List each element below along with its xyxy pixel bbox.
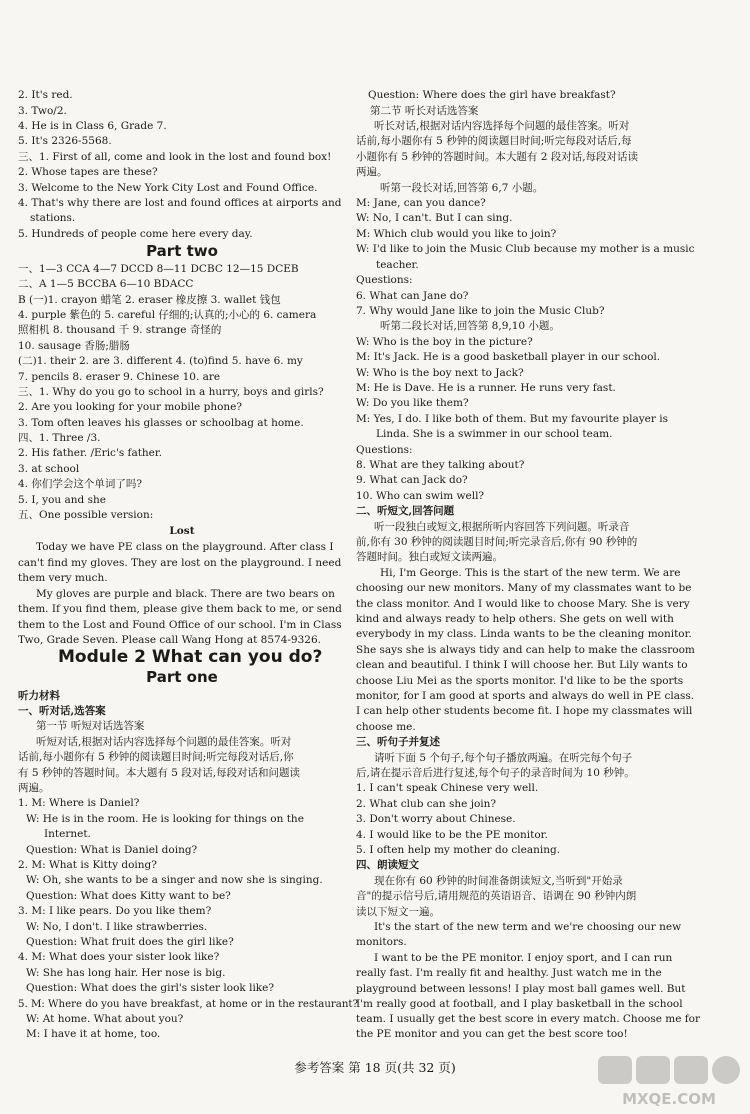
text-line: 听第二段长对话,回答第 8,9,10 小题。 (380, 320, 560, 332)
text-line: I'm really good at football, and I play basketball in the school (356, 998, 683, 1010)
text-line: the PE monitor and you can get the best score too! (356, 1028, 628, 1040)
instruction-line: 话前,每小题你有 5 秒钟的阅读题目时间;听完每段对话后,你 (18, 751, 294, 763)
text-line: W: Do you like them? (356, 397, 469, 409)
dialogue-line: Question: What does Kitty want to be? (26, 890, 231, 902)
dialogue-line: W: Oh, she wants to be a singer and now she is singing. (26, 874, 323, 886)
answer-line: 照相机 8. thousand 千 9. strange 奇怪的 (18, 324, 222, 336)
text-line: W: No, I can't. But I can sing. (356, 212, 513, 224)
section-label: 听力材料 (18, 690, 60, 702)
text-line: choose me. (356, 721, 416, 733)
text-line: M: Jane, can you dance? (356, 197, 486, 209)
answer-line: (二)1. their 2. are 3. different 4. (to)find 5. have 6. my (18, 355, 303, 367)
text-line: Questions: (356, 274, 413, 286)
answer-line: 三、1. First of all, come and look in the lost and found box! (18, 151, 332, 163)
text-line: M: He is Dave. He is a runner. He runs very fast. (356, 382, 616, 394)
section-heading: 四、朗读短文 (356, 859, 419, 871)
dialogue-line: Internet. (44, 828, 91, 840)
text-line: Question: Where does the girl have breakfast? (368, 89, 616, 101)
text-line: 音"的提示信号后,请用规范的英语语音、语调在 90 秒钟内朗 (356, 890, 637, 902)
text-line: teacher. (376, 259, 419, 271)
text-line: 听一段独白或短文,根据所听内容回答下列问题。听录音 (374, 521, 630, 533)
essay-line: them. If you find them, please give them back to me, or send (18, 603, 342, 615)
text-line: M: Yes, I do. I like both of them. But my favourite player is (356, 413, 668, 425)
text-line: 现在你有 60 秒钟的时间准备朗读短文,当听到"开始录 (374, 875, 623, 887)
answer-line: 3. at school (18, 463, 80, 475)
essay-title: Lost (169, 525, 195, 537)
page-footer: 参考答案 第 18 页(共 32 页) (294, 1060, 456, 1075)
dialogue-line: 5. M: Where do you have breakfast, at home or in the restaurant? (18, 999, 358, 1010)
text-line: Questions: (356, 444, 413, 456)
text-line: really fast. I'm really fit and healthy. Just watch me in the (356, 967, 662, 979)
dialogue-line: 1. M: Where is Daniel? (18, 797, 140, 809)
instruction-line: 两遍。 (18, 782, 50, 794)
answer-line: 二、A 1—5 BCCBA 6—10 BDACC (18, 278, 194, 290)
text-line: monitors. (356, 936, 407, 948)
section-subheading: 第一节 听短对话选答案 (36, 720, 145, 732)
answer-line: 5. It's 2326-5568. (18, 135, 112, 147)
answer-line: 3. Welcome to the New York City Lost and Found Office. (18, 182, 318, 194)
essay-line: them very much. (18, 572, 108, 584)
text-line: W: I'd like to join the Music Club because my mother is a music (356, 243, 695, 255)
answer-line: 2. Are you looking for your mobile phone? (18, 401, 243, 413)
dialogue-line: W: At home. What about you? (26, 1013, 184, 1025)
text-line: 话前,每小题你有 5 秒钟的阅读题目时间;听完每段对话后,每 (356, 135, 632, 147)
answer-line: 三、1. Why do you go to school in a hurry, boys and girls? (18, 386, 324, 398)
essay-line: My gloves are purple and black. There are two bears on (36, 588, 335, 600)
answer-line: 2. Whose tapes are these? (18, 166, 158, 178)
text-line: 前,你有 30 秒钟的阅读题目时间;听完录音后,你有 90 秒钟的 (356, 536, 638, 548)
text-line: 4. I would like to be the PE monitor. (356, 829, 548, 841)
text-line: 答题时间。独白或短文读两遍。 (356, 551, 503, 563)
text-line: 听长对话,根据对话内容选择每个问题的最佳答案。听对 (374, 120, 630, 132)
text-line: the class monitor. And I would like to choose Mary. She is very (356, 598, 690, 610)
dialogue-line: W: She has long hair. Her nose is big. (26, 967, 226, 979)
watermark-text: MXQE.COM (622, 1090, 716, 1108)
answer-line: 五、One possible version: (18, 509, 154, 521)
dialogue-line: 3. M: I like pears. Do you like them? (18, 905, 212, 917)
essay-line: Today we have PE class on the playground. After class I (36, 541, 334, 553)
text-line: 9. What can Jack do? (356, 474, 468, 486)
text-line: 小题你有 5 秒钟的答题时间。本大题有 2 段对话,每段对话读 (356, 151, 639, 163)
text-line: 第二节 听长对话选答案 (370, 105, 479, 117)
essay-line: can't find my gloves. They are lost on the playground. I need (18, 557, 342, 569)
dialogue-line: W: He is in the room. He is looking for things on the (26, 813, 304, 825)
text-line: It's the start of the new term and we're choosing our new (374, 921, 682, 933)
answer-line: B (一)1. crayon 蜡笔 2. eraser 橡皮擦 3. wallet 钱包 (18, 294, 281, 306)
answer-line: 3. Tom often leaves his glasses or schoolbag at home. (18, 417, 304, 429)
text-line: clean and beautiful. I think I will choose her. But Lily wants to (356, 659, 688, 671)
text-line: 1. I can't speak Chinese very well. (356, 782, 539, 794)
text-line: playground between lessons! I play most ball games well. But (356, 983, 686, 995)
answer-line: 5. I, you and she (18, 494, 106, 506)
text-line: I can help other students become fit. I hope my classmates will (356, 705, 693, 717)
essay-line: them to the Lost and Found Office of our school. I'm in Class (18, 619, 342, 631)
text-line: W: Who is the boy next to Jack? (356, 367, 524, 379)
text-line: choose Liu Mei as the sports monitor. I'd like to be the sports (356, 675, 684, 687)
text-line: kind and always ready to help others. She gets on well with (356, 613, 674, 625)
answer-line: 4. He is in Class 6, Grade 7. (18, 120, 167, 132)
dialogue-line: M: I have it at home, too. (26, 1028, 161, 1040)
answer-line: 四、1. Three /3. (18, 432, 101, 444)
text-line: everybody in my class. Linda wants to be the cleaning monitor. (356, 628, 692, 640)
module-heading: Module 2 What can you do? (58, 647, 323, 667)
text-line: choosing our new monitors. Many of my classmates want to be (356, 582, 692, 594)
text-line: team. I usually get the best score in every match. Choose me for (356, 1013, 701, 1025)
answer-line: 4. purple 紫色的 5. careful 仔细的;认真的;小心的 6. camera (18, 309, 317, 321)
answer-line: 3. Two/2. (18, 105, 67, 117)
text-line: Hi, I'm George. This is the start of the new term. We are (380, 567, 681, 579)
text-line: W: Who is the boy in the picture? (356, 336, 533, 348)
text-line: 2. What club can she join? (356, 798, 497, 810)
text-line: 10. Who can swim well? (356, 490, 485, 502)
text-line: 8. What are they talking about? (356, 459, 525, 471)
text-line: 读以下短文一遍。 (356, 906, 440, 918)
answer-line: 2. His father. /Eric's father. (18, 447, 163, 459)
text-line: monitor, for I am good at sports and always do well in PE class. (356, 690, 695, 702)
text-line: She says she is always tidy and can help to make the classroom (356, 644, 695, 656)
text-line: M: Which club would you like to join? (356, 228, 557, 240)
dialogue-line: Question: What is Daniel doing? (26, 844, 198, 856)
essay-line: Two, Grade Seven. Please call Wang Hong at 8574-9326. (18, 634, 321, 646)
dialogue-line: Question: What does the girl's sister look like? (26, 982, 275, 994)
text-line: 请听下面 5 个句子,每个句子播放两遍。在听完每个句子 (374, 752, 633, 764)
text-line: 5. I often help my mother do cleaning. (356, 844, 561, 856)
answer-line: 10. sausage 香肠;腊肠 (18, 340, 130, 352)
answer-line: stations. (30, 212, 76, 224)
answer-line: 7. pencils 8. eraser 9. Chinese 10. are (18, 371, 221, 383)
text-line: 听第一段长对话,回答第 6,7 小题。 (380, 182, 544, 194)
instruction-line: 有 5 秒钟的答题时间。本大题有 5 段对话,每段对话和问题读 (18, 767, 301, 779)
part-two-heading: Part two (146, 242, 218, 260)
section-heading: 二、听短文,回答问题 (356, 505, 455, 517)
watermark-logo (594, 1052, 744, 1110)
part-one-heading: Part one (146, 668, 218, 686)
text-line: 6. What can Jane do? (356, 290, 469, 302)
answer-line: 4. That's why there are lost and found offices at airports and (18, 197, 342, 209)
text-line: 3. Don't worry about Chinese. (356, 813, 516, 825)
answer-line: 一、1—3 CCA 4—7 DCCD 8—11 DCBC 12—15 DCEB (18, 263, 299, 275)
dialogue-line: Question: What fruit does the girl like? (26, 936, 234, 948)
text-line: 两遍。 (356, 166, 388, 178)
dialogue-line: W: No, I don't. I like strawberries. (26, 921, 208, 933)
instruction-line: 听短对话,根据对话内容选择每个问题的最佳答案。听对 (36, 736, 292, 748)
section-heading: 一、听对话,选答案 (18, 705, 106, 717)
dialogue-line: 2. M: What is Kitty doing? (18, 859, 157, 871)
text-line: M: It's Jack. He is a good basketball player in our school. (356, 351, 661, 363)
answer-line: 4. 你们学会这个单词了吗? (18, 478, 142, 490)
section-heading: 三、听句子并复述 (356, 736, 440, 748)
answer-line: 2. It's red. (18, 89, 73, 101)
text-line: 后,请在提示音后进行复述,每个句子的录音时间为 10 秒钟。 (356, 767, 635, 779)
dialogue-line: 4. M: What does your sister look like? (18, 951, 220, 963)
text-line: Linda. She is a swimmer in our school team. (376, 428, 613, 440)
text-line: I want to be the PE monitor. I enjoy sport, and I can run (374, 952, 673, 964)
text-line: 7. Why would Jane like to join the Music Club? (356, 305, 605, 317)
answer-line: 5. Hundreds of people come here every day. (18, 228, 253, 240)
